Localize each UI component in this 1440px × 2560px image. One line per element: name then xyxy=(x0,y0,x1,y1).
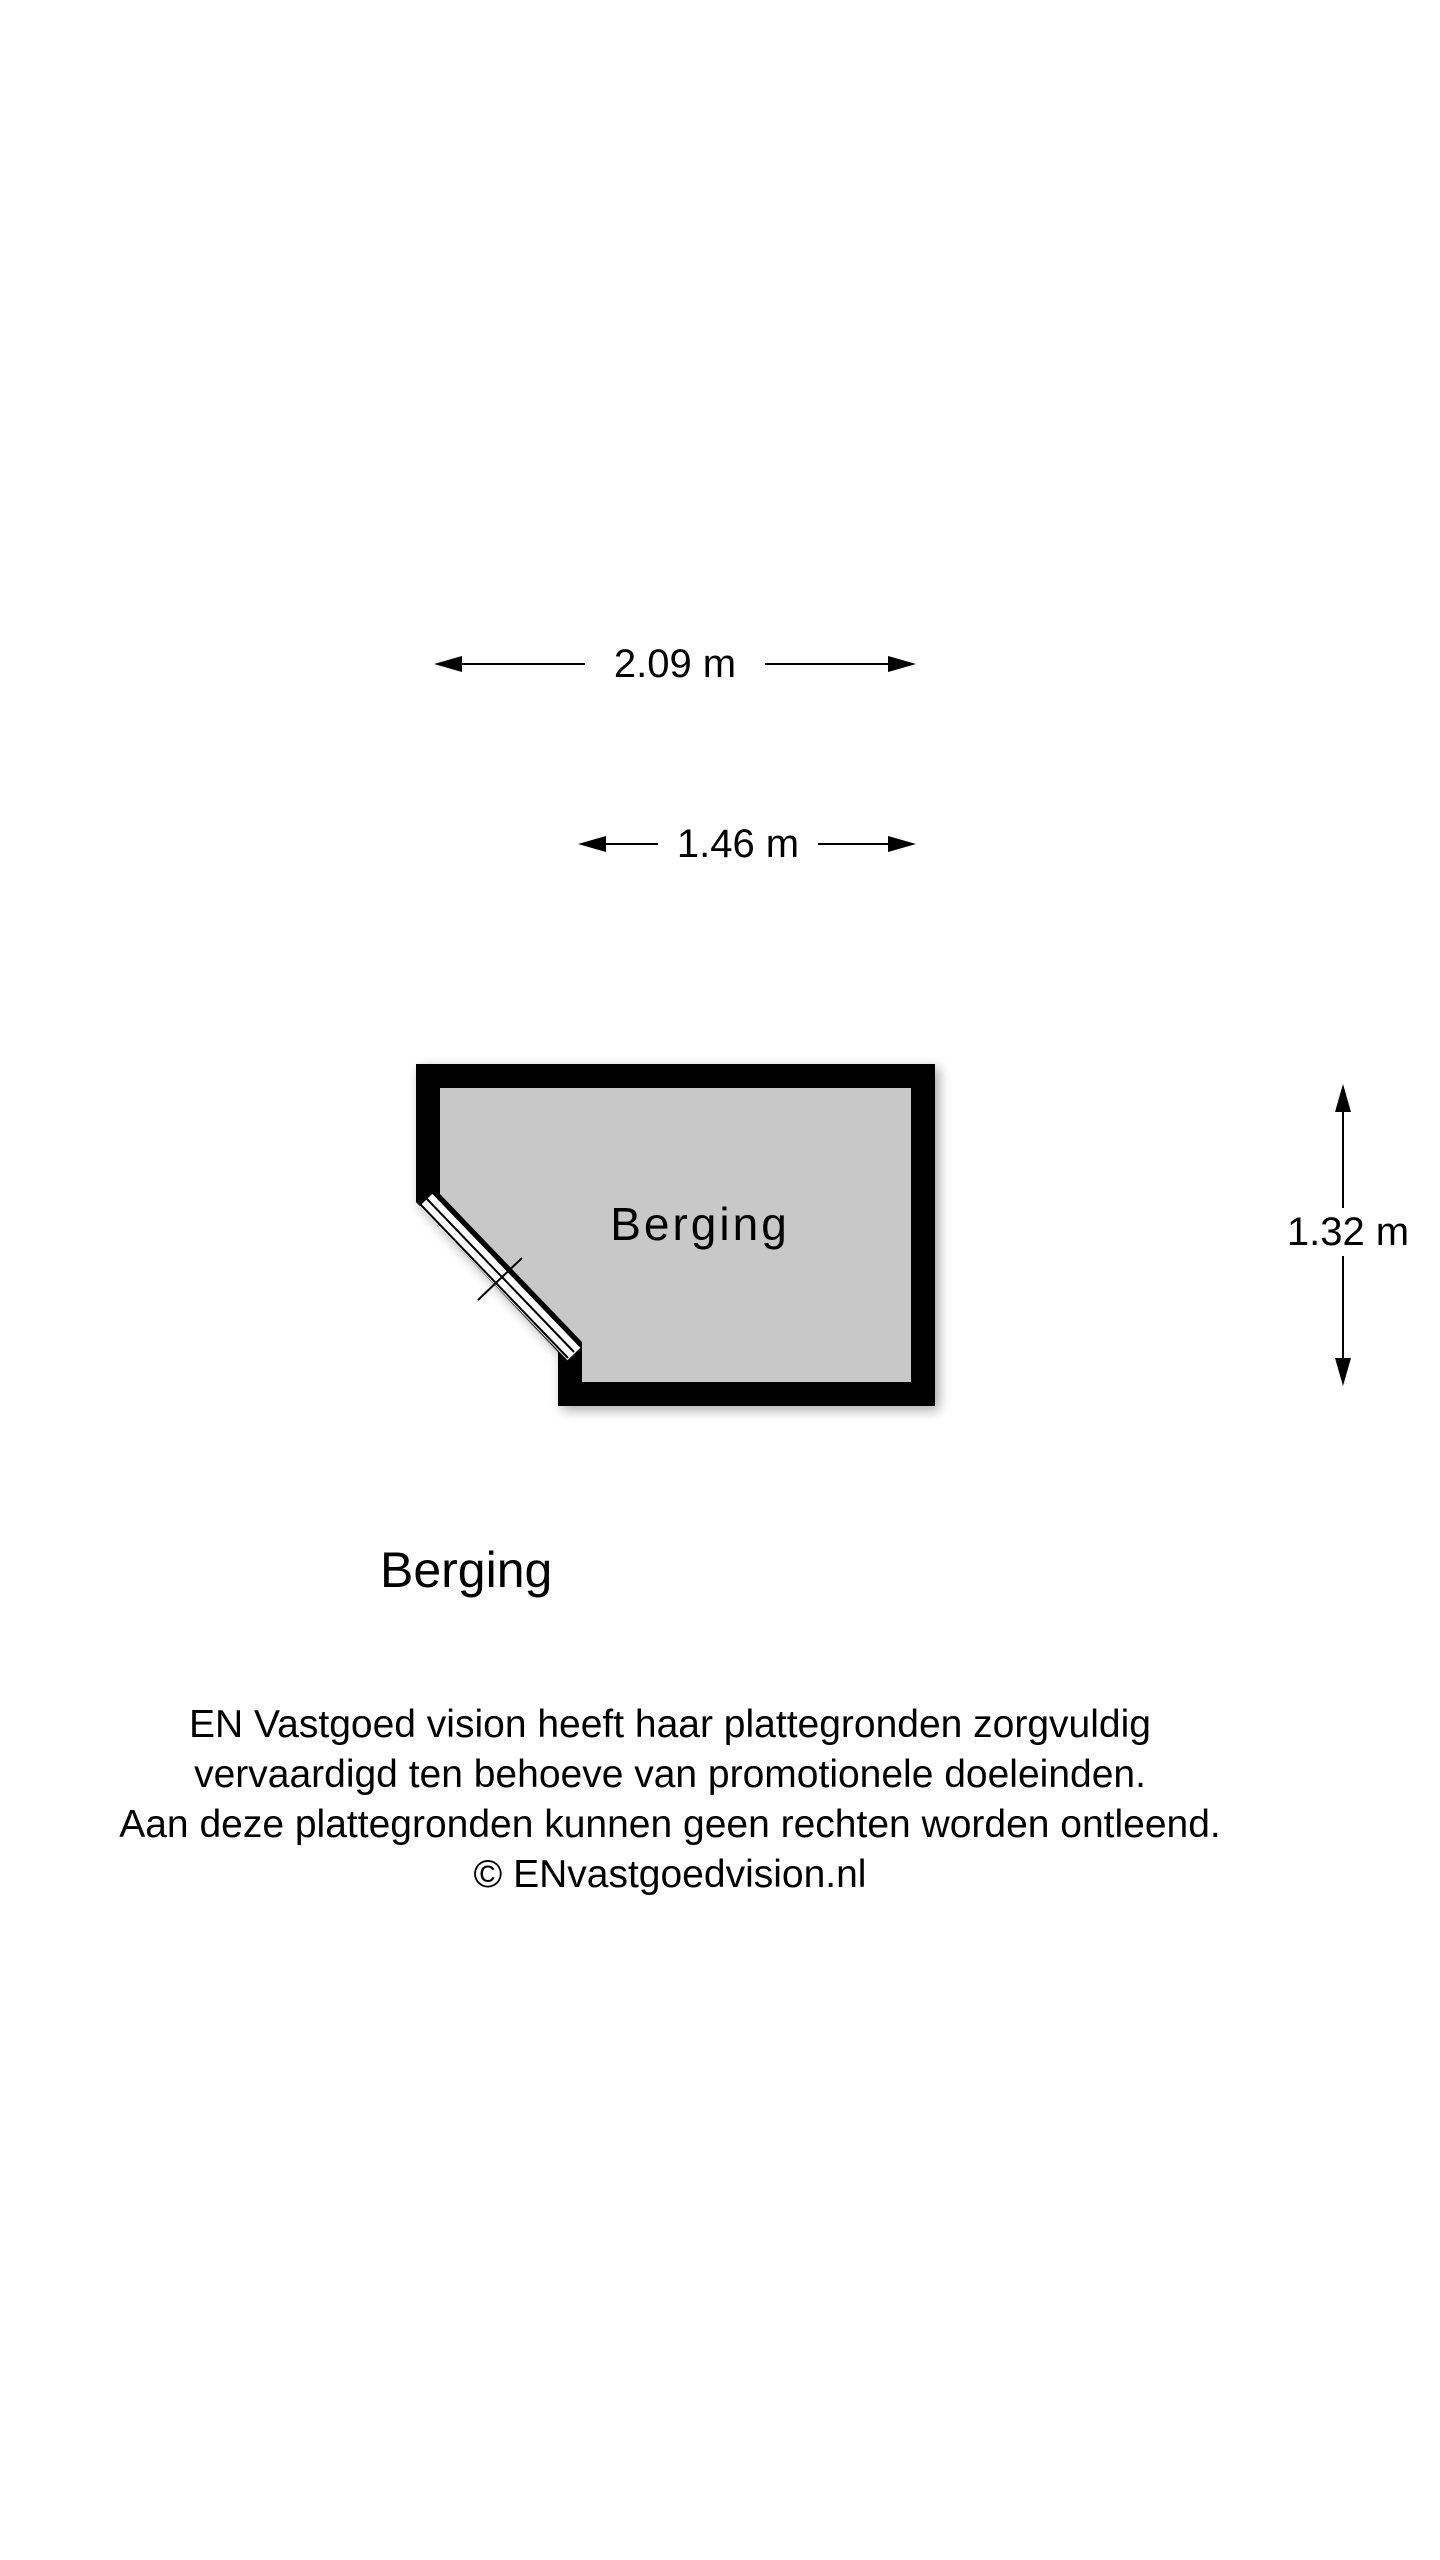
dimension-label-width-outer: 2.09 m xyxy=(585,640,765,688)
room-label-berging: Berging xyxy=(610,1198,790,1250)
disclaimer-text xyxy=(0,1700,1340,1900)
copyright-line: © ENvastgoedvision.nl xyxy=(473,1853,867,1896)
floor-title: Berging xyxy=(380,1542,553,1598)
dimension-label-width-inner: 1.46 m xyxy=(658,820,818,868)
disclaimer-line: EN Vastgoed vision heeft haar plattegronden zorgvuldig xyxy=(189,1703,1151,1746)
dimension-label-height: 1.32 m xyxy=(1258,1208,1438,1256)
disclaimer-line: Aan deze plattegronden kunnen geen rechten worden ontleend. xyxy=(119,1803,1221,1846)
disclaimer-line: vervaardigd ten behoeve van promotionele doeleinden. xyxy=(194,1753,1146,1796)
